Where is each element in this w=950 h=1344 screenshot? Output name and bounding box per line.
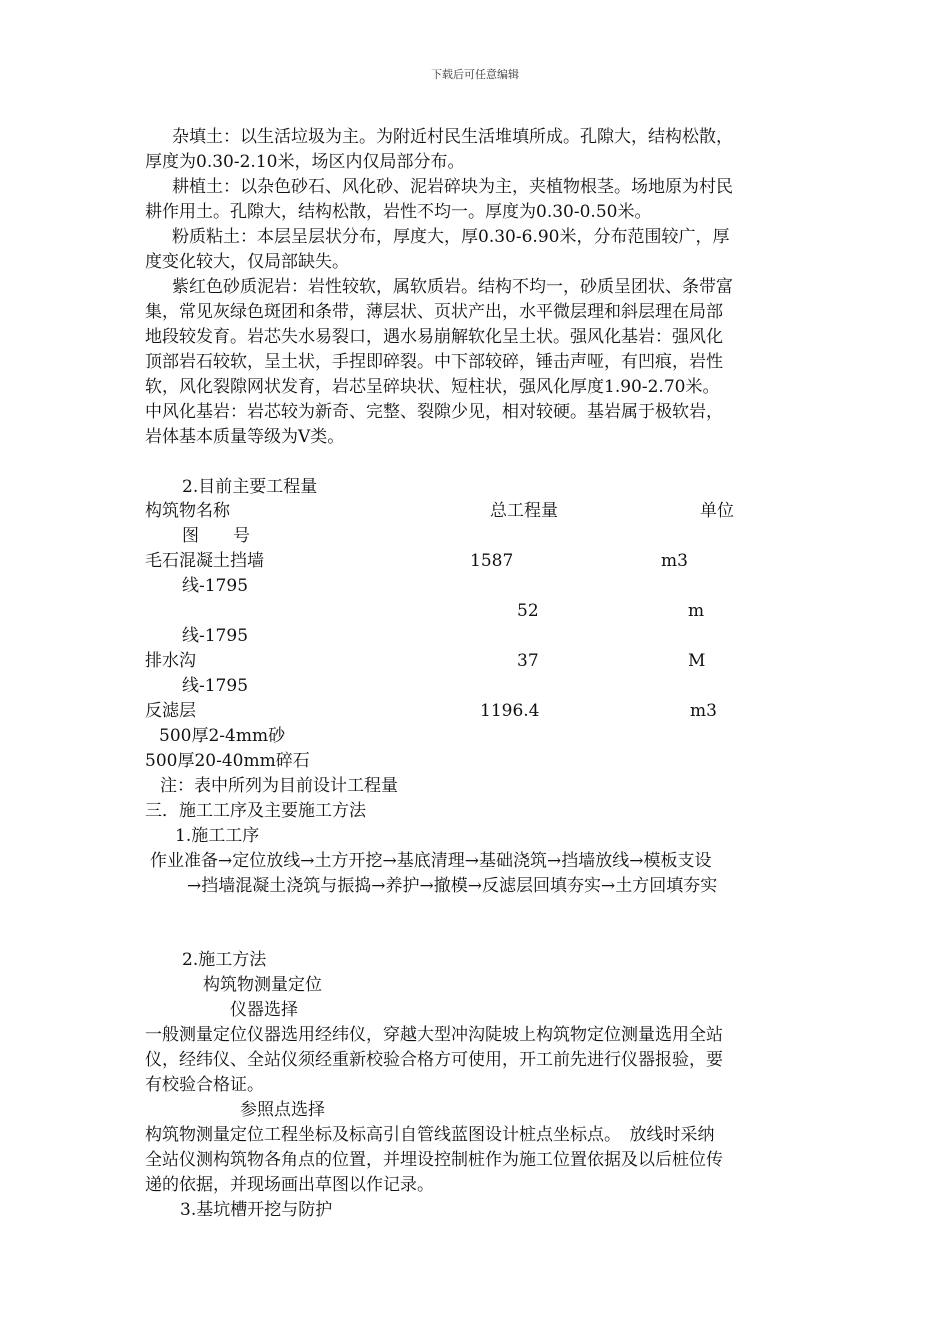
table-cell-total: 52 xyxy=(517,601,539,621)
paragraph-line: 地段较发育。岩芯失水易裂口，遇水易崩解软化呈土状。强风化基岩：强风化 xyxy=(145,327,723,347)
paragraph-line: 粉质粘土：本层呈层状分布，厚度大，厚0.30-6.90米，分布范围较广，厚 xyxy=(172,227,730,247)
table-cell-total: 1587 xyxy=(470,551,514,571)
table-header-name: 构筑物名称 xyxy=(145,501,230,521)
page-header: 下载后可任意编辑 xyxy=(431,68,519,81)
section-title: 三．施工工序及主要施工方法 xyxy=(145,801,366,821)
section-title: 2.目前主要工程量 xyxy=(182,477,318,497)
paragraph-line: 递的依据，并现场画出草图以作记录。 xyxy=(145,1175,434,1195)
paragraph-line: 构筑物测量定位工程坐标及标高引自管线蓝图设计桩点坐标点。 放线时采纳 xyxy=(145,1125,715,1145)
paragraph-line: 耕植土：以杂色砂石、风化砂、泥岩碎块为主，夹植物根茎。场地原为村民 xyxy=(172,177,733,197)
table-cell-drawing: 线-1795 xyxy=(182,576,249,596)
table-extra-line: 500厚2-4mm砂 xyxy=(159,726,286,746)
table-header-unit: 单位 xyxy=(700,501,734,521)
table-cell-name: 排水沟 xyxy=(145,651,196,671)
table-header-total: 总工程量 xyxy=(490,501,558,521)
table-cell-name: 毛石混凝土挡墙 xyxy=(145,551,264,571)
paragraph-line: 度变化较大，仅局部缺失。 xyxy=(145,252,349,272)
paragraph-line: 集，常见灰绿色斑团和条带，薄层状、页状产出，水平微层理和斜层理在局部 xyxy=(145,302,723,322)
table-cell-total: 1196.4 xyxy=(480,701,540,721)
paragraph-line: 有校验合格证。 xyxy=(145,1075,264,1095)
table-cell-drawing: 线-1795 xyxy=(182,676,249,696)
table-cell-unit: m3 xyxy=(661,551,688,571)
process-flow-line: →挡墙混凝土浇筑与振捣→养护→撤模→反滤层回填夯实→土方回填夯实 xyxy=(187,876,718,896)
paragraph-line: 仪，经纬仪、全站仪须经重新校验合格方可使用，开工前先进行仪器报验，要 xyxy=(145,1050,723,1070)
table-cell-unit: m xyxy=(688,601,705,621)
table-cell-unit: M xyxy=(688,651,706,671)
paragraph-line: 耕作用土。孔隙大，结构松散，岩性不均一。厚度为0.30-0.50米。 xyxy=(145,202,652,222)
table-header-drawing: 图 号 xyxy=(182,526,250,546)
paragraph-line: 厚度为0.30-2.10米，场区内仅局部分布。 xyxy=(145,152,465,172)
table-extra-line: 500厚20-40mm碎石 xyxy=(145,751,310,771)
subsection-title: 2.施工方法 xyxy=(182,950,267,970)
table-note: 注：表中所列为目前设计工程量 xyxy=(160,776,398,796)
paragraph-line: 一般测量定位仪器选用经纬仪，穿越大型冲沟陡坡上构筑物定位测量选用全站 xyxy=(145,1025,723,1045)
subsection-title: 1.施工工序 xyxy=(175,826,260,846)
paragraph-line: 紫红色砂质泥岩：岩性较软，属软质岩。结构不均一，砂质呈团状、条带富 xyxy=(172,277,733,297)
paragraph-line: 杂填土：以生活垃圾为主。为附近村民生活堆填所成。孔隙大，结构松散， xyxy=(172,127,733,147)
table-cell-total: 37 xyxy=(517,651,539,671)
paragraph-line: 顶部岩石较软，呈土状，手捏即碎裂。中下部较碎，锤击声哑，有凹痕，岩性 xyxy=(145,352,723,372)
table-cell-drawing: 线-1795 xyxy=(182,626,249,646)
paragraph-line: 岩体基本质量等级为Ⅴ类。 xyxy=(145,427,345,447)
paragraph-line: 全站仪测构筑物各角点的位置，并埋设控制桩作为施工位置依据及以后桩位传 xyxy=(145,1150,723,1170)
table-cell-name: 反滤层 xyxy=(145,701,196,721)
subsection-title: 仪器选择 xyxy=(230,1000,298,1020)
subsection-title: 3.基坑槽开挖与防护 xyxy=(180,1200,333,1220)
table-cell-unit: m3 xyxy=(690,701,717,721)
paragraph-line: 软，风化裂隙网状发育，岩芯呈碎块状、短柱状，强风化厚度1.90-2.70米。 xyxy=(145,377,720,397)
paragraph-line: 中风化基岩：岩芯较为新奇、完整、裂隙少见，相对较硬。基岩属于极软岩， xyxy=(145,402,723,422)
subsection-title: 构筑物测量定位 xyxy=(203,975,322,995)
process-flow-line: 作业准备→定位放线→土方开挖→基底清理→基础浇筑→挡墙放线→模板支设 xyxy=(150,851,712,871)
subsection-title: 参照点选择 xyxy=(240,1100,325,1120)
